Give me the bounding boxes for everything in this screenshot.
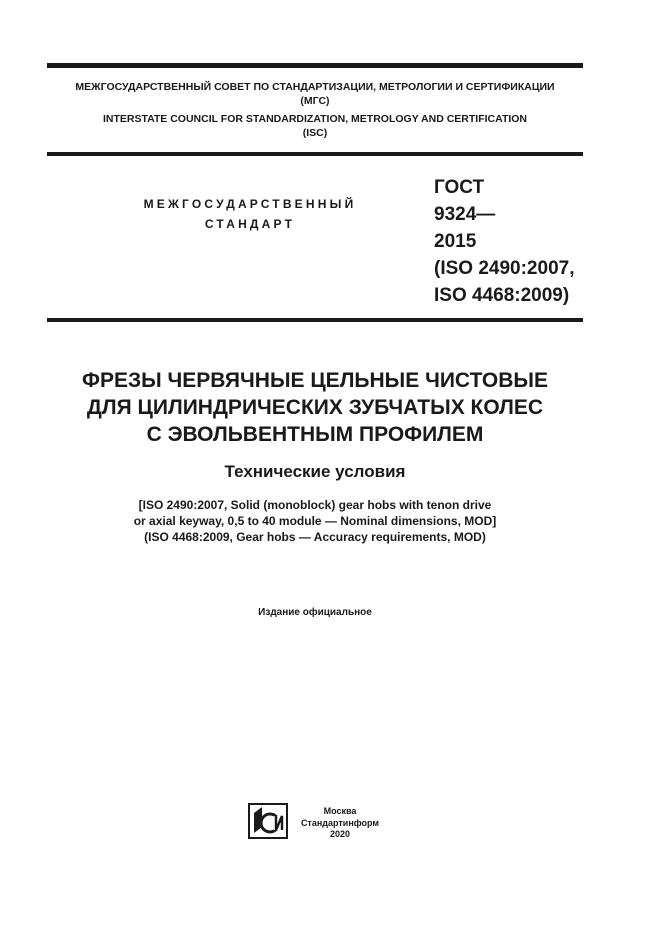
imprint-publisher: Стандартинформ [300,817,380,828]
council-en-name: INTERSTATE COUNCIL FOR STANDARDIZATION, METROLOGY AND CERTIFICATION [102,113,528,125]
header-rule [47,152,583,156]
imprint [296,806,384,841]
standard-code-line: 2015 [434,231,477,252]
iso-reference-line: or axial keyway, 0,5 to 40 module — Nominal dimensions, MOD] [133,514,497,528]
standard-kind [100,194,400,234]
title-line: ФРЕЗЫ ЧЕРВЯЧНЫЕ ЦЕЛЬНЫЕ ЧИСТОВЫЕ [82,369,548,392]
council-en-abbr: (ISC) [302,127,328,139]
standard-code-line: 9324— [434,204,496,225]
standard-kind-line1: МЕЖГОСУДАРСТВЕННЫЙ [143,197,357,211]
title-line: С ЭВОЛЬВЕНТНЫМ ПРОФИЛЕМ [146,423,484,446]
imprint-city: Москва [323,806,357,816]
iso-reference-line: (ISO 4468:2009, Gear hobs — Accuracy requirements, MOD) [144,530,486,544]
iso-references [47,497,583,545]
standard-code [434,174,574,309]
standartinform-logo-icon [248,803,288,839]
edition-note: Издание официальное [258,607,372,618]
council-ru [47,80,583,108]
council-en [47,112,583,140]
document-subtitle: Технические условия [224,462,406,481]
top-rule [47,63,583,68]
standard-code-line: (ISO 2490:2007, [434,258,575,279]
document-title [47,367,583,448]
council-ru-abbr: (МГС) [300,95,330,107]
title-line: ДЛЯ ЦИЛИНДРИЧЕСКИХ ЗУБЧАТЫХ КОЛЕС [86,396,544,419]
standard-code-line: ГОСТ [434,177,485,198]
code-rule [47,318,583,322]
imprint-year: 2020 [329,829,351,839]
council-ru-name: МЕЖГОСУДАРСТВЕННЫЙ СОВЕТ ПО СТАНДАРТИЗАЦИИ, МЕТРОЛОГИИ И СЕРТИФИКАЦИИ [75,81,555,93]
iso-reference-line: [ISO 2490:2007, Solid (monoblock) gear hobs with tenon drive [138,498,492,512]
standard-code-line: ISO 4468:2009) [434,285,570,306]
standard-kind-line2: СТАНДАРТ [204,217,296,231]
